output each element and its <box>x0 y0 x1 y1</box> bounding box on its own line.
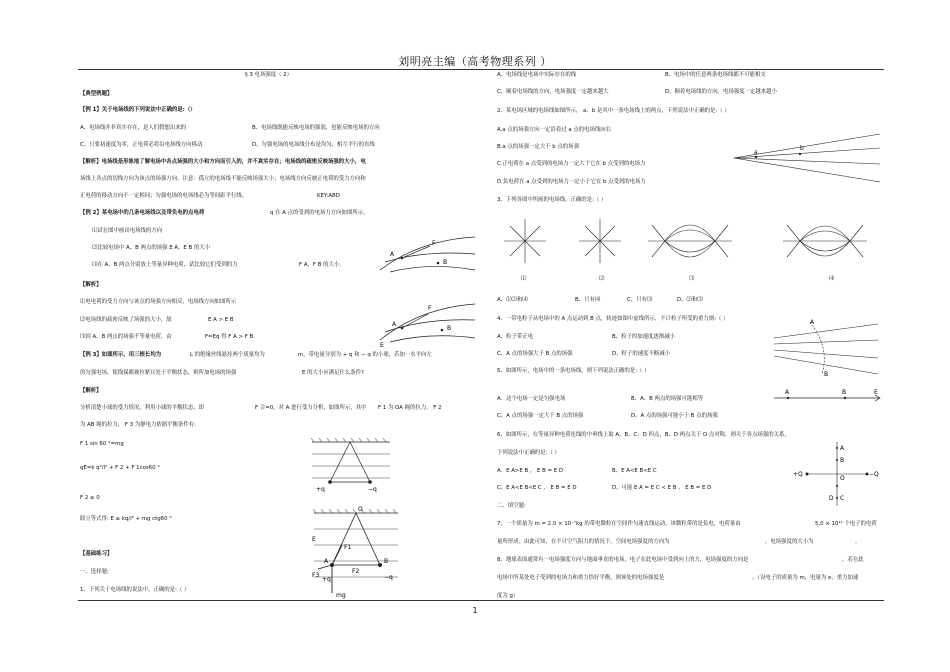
right-text-line: 3、下列各图中所画的电场线，正确的是:（ ） <box>497 197 607 203</box>
page-number: 1 <box>472 606 478 615</box>
fig-label: B <box>384 558 389 565</box>
right-text-line: ⑷ <box>829 276 835 282</box>
left-text-line: 【例 3】如图所示，用三根长均为 <box>80 352 162 358</box>
left-text-line: 1、下列关于电场线的说法中，正确的是:（ ） <box>80 587 190 593</box>
right-text-line: 二、填空题: <box>497 503 526 509</box>
right-text-line: B、A、B 两点的场强可能相等 <box>631 396 704 402</box>
right-text-line: A、粒子带正电 <box>497 334 534 340</box>
left-text-line: ⑵比较电场中 A、B 两点的场强 E A、E B 的大小 <box>92 245 211 251</box>
left-text-line: 一、选择题: <box>80 569 109 575</box>
left-text-line: ⑶在 A、B 两点分别放上等量异种电荷，试比较它们受到的力 <box>92 262 238 268</box>
fig-label: O <box>840 475 845 482</box>
fig-label: a <box>754 149 758 156</box>
example3-suspended-balls-figure <box>312 438 392 496</box>
right-text-line: B、E A<E B<E C <box>612 468 657 474</box>
left-text-line: qE=k q²/l² + F 2 + F 1cos60 ° <box>80 465 160 471</box>
fig-label: −q <box>384 574 393 581</box>
fig-label: F <box>428 305 432 312</box>
right-text-line: C、只有⑶ <box>627 297 653 303</box>
fig-label: C <box>840 495 845 502</box>
fig-label: b <box>800 145 804 152</box>
left-text-line: 【典型例题】 <box>80 91 113 97</box>
right-text-line: D、可能 E A = E C < E B ， E B = E D <box>612 485 712 491</box>
left-text-line: ⑴电电荷的受力方向与该点的场强方向相反，电场线方向如图所示 <box>80 299 237 305</box>
right-text-line: 。 <box>855 539 861 545</box>
left-text-line: F 1 sin 60 °=mg <box>80 441 124 447</box>
q3-fig1 <box>504 219 546 263</box>
fig-label: −q <box>368 486 377 493</box>
left-text-line: F 合=0，对 A 进行受力分析，如图所示，其中 <box>255 405 367 411</box>
left-text-line: 【基础练习】 <box>80 551 113 557</box>
left-text-line: 【例 1】关于电场线的下列说法中正确的是:（） <box>80 107 196 113</box>
left-text-line: 为 AB 绳的拉力， F 3 为静电力依据平衡条件有: <box>80 422 196 428</box>
footer-rule <box>78 600 884 601</box>
q6-dipole-bisector-figure <box>793 440 883 510</box>
fig-label: F3 <box>312 572 320 579</box>
fig-label: A <box>840 445 845 452</box>
right-text-line: 8、地球表面通常有一电场强度方向与地面垂直的电场，电子在此电场中受到向上的力，电场强度的方向是 <box>497 557 749 563</box>
right-text-line: ⑶ <box>689 276 695 282</box>
left-text-line: 的匀强电场，使线保都被拉紧且处于平衡状态，则所加电场的场强 <box>80 370 237 376</box>
q4-trajectory-figure <box>770 318 880 378</box>
right-text-line: 。（设电子的质量为 m，电量为 e，重力加速 <box>752 575 859 581</box>
left-text-line: 场线上各点的切线方向为该点的场强方向。注意：孤立的电场线不能反映场强大小；电场线方向反映正电荷的受力方向和 <box>80 176 366 182</box>
left-text-line: E A > E B <box>208 317 234 323</box>
fig-label: +q <box>322 576 331 583</box>
right-text-line: C.正电荷在 a 点受到的电场力一定大于它在 b 点受到的电场力 <box>497 161 646 167</box>
example2-solution-figure <box>380 300 480 348</box>
left-text-line: KEY:ABD <box>317 193 340 199</box>
right-text-line: 5.0 × 10¹² 个电子的电荷 <box>815 521 877 527</box>
fig-label: F1 <box>344 544 352 551</box>
right-text-line: A、电场线是电场中实际存在的线 <box>497 72 577 78</box>
right-text-line: D、⑵和⑶ <box>677 297 703 303</box>
left-text-line: F 2 ≥ 0 <box>80 495 100 501</box>
fig-label: −Q <box>869 471 879 478</box>
right-text-line: D、顺着电场线的方向，电场强度一定越来越小 <box>665 89 777 95</box>
example2-field-lines-figure <box>380 232 480 277</box>
left-text-line: § 3 电场强度（ 2） <box>245 72 293 78</box>
left-text-line: 【解析】电场线是形象地了解电场中各点场强的大小和方向而引入的，并不真实存在；电场线的疏密反映场强的大小，电 <box>80 159 366 165</box>
fig-label: mg <box>336 592 346 599</box>
q3-four-field-diagrams <box>500 213 890 273</box>
header-rule <box>78 69 884 70</box>
fig-label: B <box>842 389 847 396</box>
right-text-line: 度为 g） <box>497 593 519 599</box>
right-text-line: 下列说法中正确的是:（ ） <box>497 450 560 456</box>
fig-label: F2 <box>352 568 360 575</box>
fig-label: A <box>392 321 397 328</box>
right-text-line: ，若在此 <box>842 557 864 563</box>
fig-label: D <box>829 495 834 502</box>
right-text-line: B、只有⑷ <box>575 297 601 303</box>
left-text-line: E 的大小应满足什么条件? <box>302 370 364 376</box>
left-text-line: C、只要初速度为零，正电荷必将沿电场线方向移动 <box>80 142 203 148</box>
right-text-line: C、A 点的场强大于 B 点的场强 <box>497 351 573 357</box>
fig-label: O <box>358 506 363 513</box>
left-text-line: F A、F B 的大小。 <box>299 262 345 268</box>
right-text-line: 7、一个质量为 m = 2.0 × 10⁻⁷kg 的带电微粒在空间作匀速直线运动。该微粒带的是负电，电荷量由 <box>497 521 741 527</box>
right-text-line: 4、一带电粒子从电场中的 A 点运动到 B 点，轨迹如图中虚线所示，不计粒子所受的重力则:（ ） <box>497 316 729 322</box>
right-text-line: 2、某电场区域的电场线如图所示， a、b 是其中一条电场线上的两点，下列说法中正确的是:（ ） <box>497 108 730 114</box>
right-text-line: D、粒子的速度不断减小 <box>612 351 671 357</box>
right-text-line: D.负电荷在 a 点受到的电场力一定小于它在 b 点受到的电场力 <box>497 179 646 185</box>
q2-field-lines-figure <box>730 130 890 192</box>
q3-fig2 <box>579 219 621 263</box>
right-text-line: ，电场强度的大小为 <box>765 539 814 545</box>
q5-field-line-figure <box>770 388 885 406</box>
left-text-line: 【例 2】某电场中的几条电场线以及带负电的点电荷 <box>80 210 205 216</box>
fig-label: +Q <box>793 471 803 478</box>
right-text-line: B、电场中的任意两条电场线都不可能相交 <box>665 72 766 78</box>
right-text-line: A.a 点的场强方向一定沿着过 a 点的电场线向右 <box>497 127 612 133</box>
left-text-line: ⑵电场线的疏密反映了场强的大小，故 <box>80 317 172 323</box>
left-text-line: F=Eq 得 F A > F B <box>205 334 254 340</box>
left-text-line: D、匀强电场的电场线分布是均匀、相互平行的直线 <box>252 142 375 148</box>
left-text-line: L 的绝缘丝线悬挂两个质量均为 <box>190 352 265 358</box>
fig-label: E <box>312 536 316 543</box>
left-text-line: F 1 为 OA 绳的拉力， F 2 <box>378 405 442 411</box>
fig-label: A <box>324 558 329 565</box>
fig-label: A <box>810 319 815 326</box>
right-text-line: A、⑴⑵和⑷ <box>497 297 528 303</box>
right-text-line: B、粒子的加速度逐渐减小 <box>612 334 675 340</box>
right-text-line: 5、如图所示，电场中的一条电场线，则下列说法正确的是:（ ） <box>497 368 650 374</box>
fig-label: B <box>443 259 448 266</box>
right-text-line: 电场中所某处电子受到的电场力和重力恰好平衡，则该处的电场强度是 <box>497 575 665 581</box>
fig-label: E <box>874 389 878 396</box>
right-text-line: A、这个电场一定是匀强电场 <box>497 396 566 402</box>
right-text-line: C、A 点的场强一定大于 B 点的场强 <box>497 413 584 419</box>
right-text-line: C、顺着电场线的方向，电场强度一定越来越大 <box>497 89 609 95</box>
fig-label: F <box>432 240 436 247</box>
left-text-line: 联立等式得: E ≥ kq/l² + mg ctg60 ° <box>80 516 172 522</box>
fig-label: B <box>447 325 452 332</box>
fig-label: B <box>840 457 845 464</box>
q3-fig4 <box>783 225 867 257</box>
right-text-line: 6、如图所示，在等量异种电荷连线的中垂线上取 A、B、C、D 四点，B、D 两点关于 O 点对称，则关于各点场强的关系， <box>497 432 790 438</box>
right-text-line: A、E A>E B ， E B = E D <box>497 468 564 474</box>
left-text-line: q 在 A 点的受到的电场力方向如图所示。 <box>270 210 369 216</box>
left-text-line: ⑶因 A、B 两点的场强不等量电荷，由 <box>80 334 172 340</box>
left-text-line: 【解析】 <box>80 388 102 394</box>
right-text-line: 量所形成；由此可知，在不计空气阻力的情况下，空间电场强度的方向为 <box>497 539 670 545</box>
right-text-line: C、E A<E B<E C ， E B = E D <box>497 485 577 491</box>
left-text-line: B、电场线既能反映电场的强弱，也能反映电场的方向 <box>252 125 380 131</box>
right-text-line: B.a 点的场强一定大于 b 点的场强 <box>497 144 579 150</box>
fig-label: A <box>390 251 395 258</box>
right-text-line: ⑵ <box>599 276 605 282</box>
example3-force-diagram <box>312 505 402 600</box>
left-text-line: ⑴试在图中画出电场线的方向 <box>92 228 163 234</box>
left-text-line: 分析清楚小球的受力情况，利用小球的平衡状态，即 <box>80 405 204 411</box>
right-text-line: D、A 点的场强可能小于 B 点的场强 <box>631 413 718 419</box>
q3-fig3 <box>648 225 732 257</box>
left-text-line: 【解析】 <box>80 282 102 288</box>
fig-label: E <box>380 342 384 349</box>
left-text-line: m，带电量分别为 + q 和 − q 的小球，若加一水平向左 <box>298 352 432 358</box>
right-text-line: ⑴ <box>521 276 527 282</box>
left-text-line: 正电荷的移动方向不一定相同；匀强电场的电场线必为等间距平行线。 <box>80 193 248 199</box>
fig-label: A <box>785 389 790 396</box>
fig-label: +q <box>316 486 325 493</box>
fig-label: B <box>824 371 829 378</box>
page-header: 刘明亮主编（高考物理系列 ） <box>398 55 552 68</box>
left-text-line: A、电场线并非真实存在，是人们假想出来的 <box>80 125 187 131</box>
